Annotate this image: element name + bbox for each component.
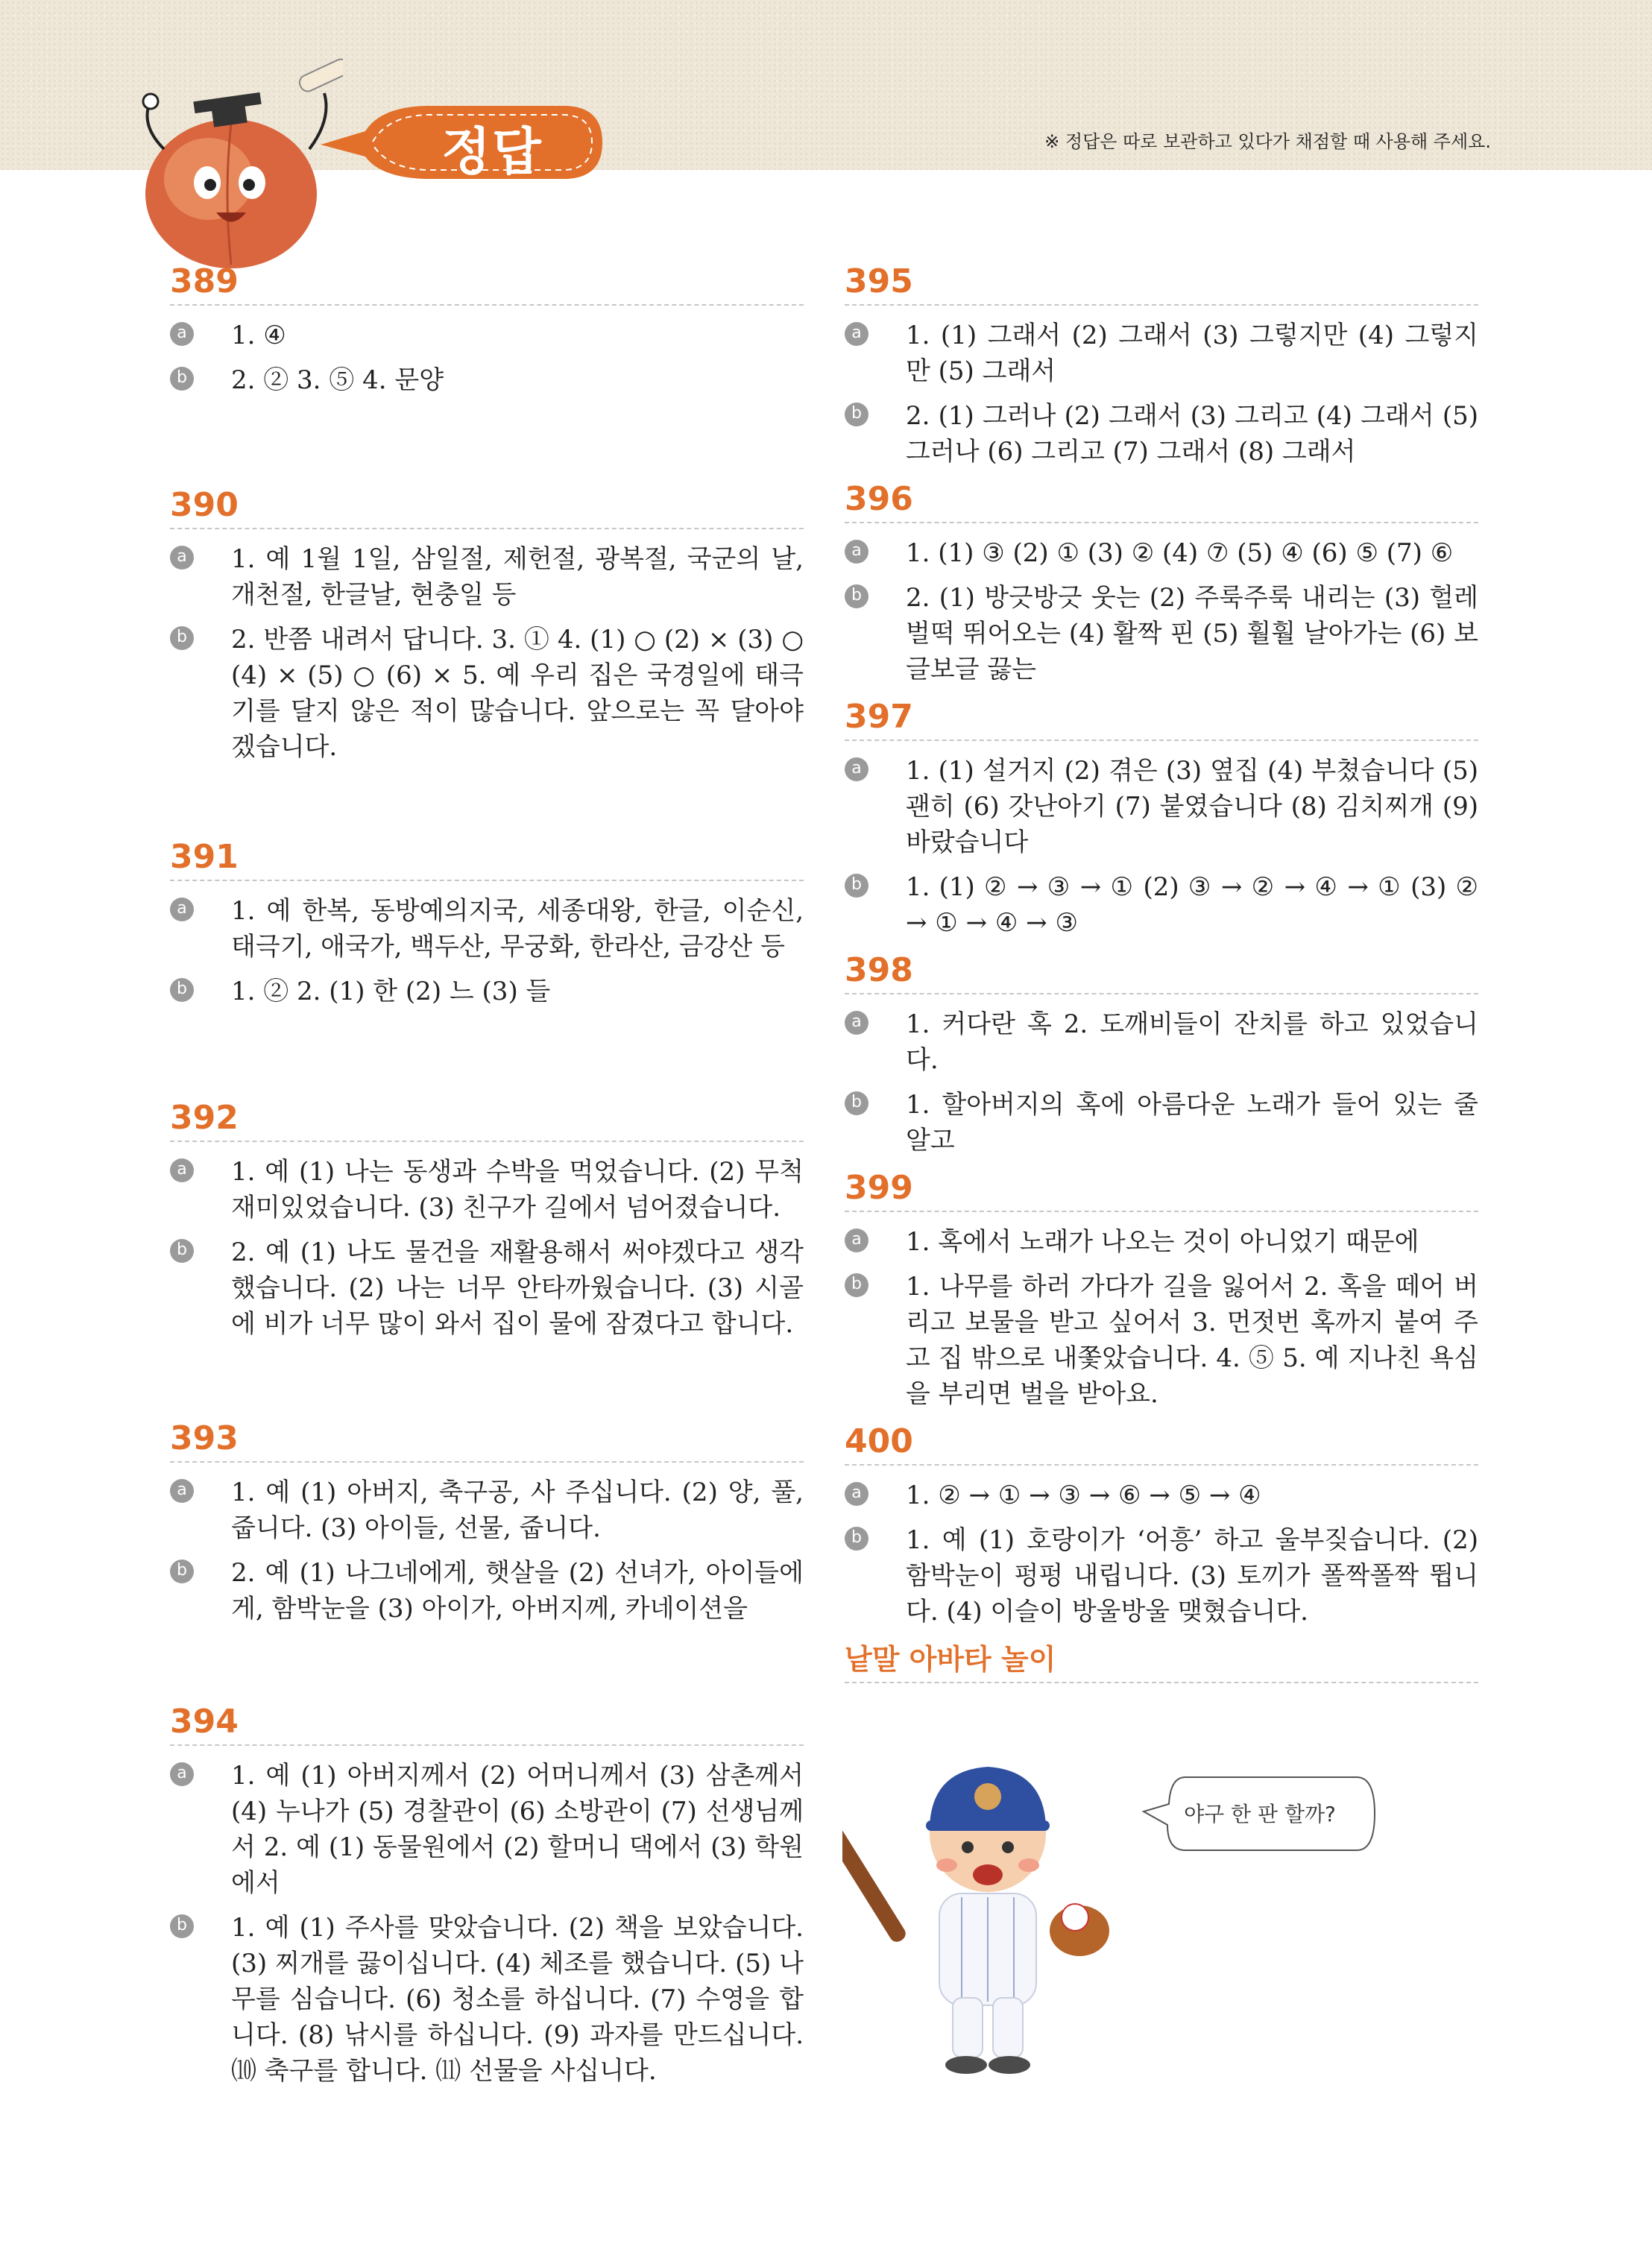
section-391	[170, 836, 804, 1097]
peach-mascot-illustration	[119, 52, 343, 276]
section-number: 390	[170, 485, 804, 529]
answer-text: 1. 예 (1) 아버지, 축구공, 사 주십니다. (2) 양, 풀, 줍니다. (3) 아이들, 선물, 줍니다.	[231, 1478, 804, 1543]
answer-item	[170, 362, 804, 398]
answer-item	[845, 1522, 1478, 1630]
answer-item	[845, 580, 1478, 687]
answer-text: 1. ④	[231, 321, 286, 350]
badge-b: b	[845, 1273, 868, 1297]
badge-a: a	[170, 898, 194, 921]
badge-b: b	[170, 978, 194, 1002]
badge-b: b	[170, 1560, 194, 1583]
answer-text: 1. ② 2. (1) 한 (2) 느 (3) 들	[231, 977, 551, 1006]
answer-text: 1. 나무를 하러 가다가 길을 잃어서 2. 혹을 떼어 버리고 보물을 받고 싶어서 3. 먼젓번 혹까지 붙여 주고 집 밖으로 내쫓았습니다. 4. ⑤ 5. 예 지나친 욕심을 부리면 벌을 받아요.	[906, 1272, 1478, 1409]
section-heading: 낱말 아바타 놀이	[845, 1639, 1478, 1683]
section-number: 395	[845, 261, 1478, 306]
section-389	[170, 261, 804, 485]
answer-text: 1. 예 한복, 동방예의지국, 세종대왕, 한글, 이순신, 태극기, 애국가, 백두산, 무궁화, 한라산, 금강산 등	[231, 896, 804, 962]
badge-a: a	[170, 546, 194, 570]
answer-item	[170, 1555, 804, 1627]
answer-text: 2. (1) 그러나 (2) 그래서 (3) 그리고 (4) 그래서 (5) 그러나 (6) 그리고 (7) 그래서 (8) 그래서	[906, 401, 1478, 467]
section-number: 399	[845, 1167, 1478, 1212]
section-number: 396	[845, 479, 1478, 523]
answer-text: 1. (1) ③ (2) ① (3) ② (4) ⑦ (5) ④ (6) ⑤ (7) ⑥	[906, 538, 1454, 568]
answer-text: 2. (1) 방긋방긋 웃는 (2) 주룩주룩 내리는 (3) 헐레벌떡 뛰어오는 (4) 활짝 핀 (5) 훨훨 날아가는 (6) 보글보글 끓는	[906, 583, 1478, 684]
answer-text: 2. 예 (1) 나그네에게, 햇살을 (2) 선녀가, 아이들에게, 함박눈을 (3) 아이가, 아버지께, 카네이션을	[231, 1558, 804, 1624]
section-number: 392	[170, 1097, 804, 1142]
answer-text: 2. ② 3. ⑤ 4. 문양	[231, 365, 444, 395]
answer-item	[170, 1475, 804, 1546]
answer-item	[170, 622, 804, 765]
section-400	[845, 1421, 1478, 1630]
section-number: 397	[845, 696, 1478, 741]
answer-item	[845, 535, 1478, 571]
answer-item	[845, 1006, 1478, 1078]
section-396	[845, 479, 1478, 687]
section-393	[170, 1418, 804, 1701]
answer-item	[845, 869, 1478, 941]
badge-a: a	[170, 322, 194, 346]
badge-a: a	[845, 322, 868, 346]
section-390	[170, 485, 804, 836]
badge-a: a	[845, 1011, 868, 1035]
badge-a: a	[170, 1158, 194, 1182]
badge-b: b	[170, 1239, 194, 1263]
page-title: 정답	[441, 123, 543, 182]
answer-text: 1. 예 (1) 주사를 맞았습니다. (2) 책을 보았습니다. (3) 찌개를 끓이십니다. (4) 체조를 했습니다. (5) 나무를 심습니다. (6) 청소를 하십니다. (7) 수영을 합니다. (8) 낚시를 하십니다. (9) 과자를 만드십니다. ⑽ 축구를 합니다. ⑾ 선물을 사십니다.	[231, 1913, 804, 2086]
answer-item	[170, 893, 804, 965]
badge-a: a	[845, 1229, 868, 1252]
answer-text: 2. 반쯤 내려서 답니다. 3. ① 4. (1) ○ (2) × (3) ○ (4) × (5) ○ (6) × 5. 예 우리 집은 국경일에 태극기를 달지 않은 적이 많습니다. 앞으로는 꼭 달아야겠습니다.	[231, 625, 804, 762]
badge-a: a	[845, 540, 868, 564]
badge-b: b	[845, 1091, 868, 1115]
badge-b: b	[170, 1914, 194, 1938]
right-column	[845, 261, 1478, 1695]
header-note: ※ 정답은 따로 보관하고 있다가 채점할 때 사용해 주세요.	[1044, 131, 1491, 152]
section-number: 391	[170, 836, 804, 881]
answer-item	[170, 1758, 804, 1901]
badge-b: b	[845, 403, 868, 426]
answer-item	[170, 1910, 804, 2089]
section-398	[845, 950, 1478, 1158]
answer-item	[845, 318, 1478, 389]
badge-b: b	[170, 626, 194, 650]
answer-text: 2. 예 (1) 나도 물건을 재활용해서 써야겠다고 생각했습니다. (2) 나는 너무 안타까웠습니다. (3) 시골에 비가 너무 많이 와서 집이 물에 잠겼다고 합니다.	[231, 1237, 804, 1339]
answer-text: 1. 예 (1) 아버지께서 (2) 어머니께서 (3) 삼촌께서 (4) 누나가 (5) 경찰관이 (6) 소방관이 (7) 선생님께서 2. 예 (1) 동물원에서 (2) 할머니 댁에서 (3) 학원에서	[231, 1761, 804, 1898]
answer-text: 1. 예 (1) 나는 동생과 수박을 먹었습니다. (2) 무척 재미있었습니다. (3) 친구가 길에서 넘어졌습니다.	[231, 1157, 804, 1223]
speech-bubble-text: 야구 한 판 할까?	[1184, 1802, 1336, 1826]
answer-text: 1. 혹에서 노래가 나오는 것이 아니었기 때문에	[906, 1227, 1419, 1257]
answer-text: 1. ② → ① → ③ → ⑥ → ⑤ → ④	[906, 1480, 1261, 1510]
answer-item	[170, 318, 804, 353]
section-number: 400	[845, 1421, 1478, 1466]
badge-b: b	[845, 584, 868, 608]
section-number: 394	[170, 1701, 804, 1746]
answer-item	[845, 1224, 1478, 1260]
answer-item	[845, 1087, 1478, 1158]
answer-text: 1. 할아버지의 혹에 아름다운 노래가 들어 있는 줄 알고	[906, 1090, 1478, 1155]
badge-b: b	[170, 367, 194, 391]
badge-b: b	[845, 874, 868, 898]
answer-item	[170, 1154, 804, 1226]
baseball-boy-illustration	[842, 1737, 1141, 2087]
answer-item	[170, 541, 804, 613]
section-394	[170, 1701, 804, 2089]
badge-a: a	[170, 1762, 194, 1786]
answer-item	[845, 753, 1478, 860]
section-395	[845, 261, 1478, 470]
section-number: 398	[845, 950, 1478, 994]
badge-b: b	[845, 1527, 868, 1551]
answer-text: 1. (1) ② → ③ → ① (2) ③ → ② → ④ → ① (3) ② → ① → ④ → ③	[906, 872, 1478, 938]
section-number: 393	[170, 1418, 804, 1463]
section-397	[845, 696, 1478, 941]
section-399	[845, 1167, 1478, 1412]
section-word-avatar-game	[845, 1639, 1478, 1683]
answer-text: 1. 예 1월 1일, 삼일절, 제헌절, 광복절, 국군의 날, 개천절, 한글날, 현충일 등	[231, 544, 804, 610]
answer-text: 1. (1) 설거지 (2) 겪은 (3) 옆집 (4) 부쳤습니다 (5) 괜히 (6) 갓난아기 (7) 붙였습니다 (8) 김치찌개 (9) 바랐습니다	[906, 756, 1478, 857]
answer-text: 1. 커다란 혹 2. 도깨비들이 잔치를 하고 있었습니다.	[906, 1009, 1478, 1075]
answer-item	[845, 398, 1478, 470]
left-column	[170, 261, 804, 2098]
answer-text: 1. 예 (1) 호랑이가 ‘어흥’ 하고 울부짖습니다. (2) 함박눈이 펑펑 내립니다. (3) 토끼가 폴짝폴짝 뜁니다. (4) 이슬이 방울방울 맺혔습니다.	[906, 1525, 1478, 1627]
badge-a: a	[845, 1482, 868, 1506]
answer-item	[845, 1269, 1478, 1412]
answer-item	[845, 1478, 1478, 1513]
badge-a: a	[170, 1479, 194, 1503]
answer-item	[170, 1234, 804, 1342]
answer-text: 1. (1) 그래서 (2) 그래서 (3) 그렇지만 (4) 그렇지만 (5) 그래서	[906, 321, 1478, 386]
answer-item	[170, 974, 804, 1009]
badge-a: a	[845, 757, 868, 781]
section-number: 389	[170, 261, 804, 306]
section-392	[170, 1097, 804, 1418]
